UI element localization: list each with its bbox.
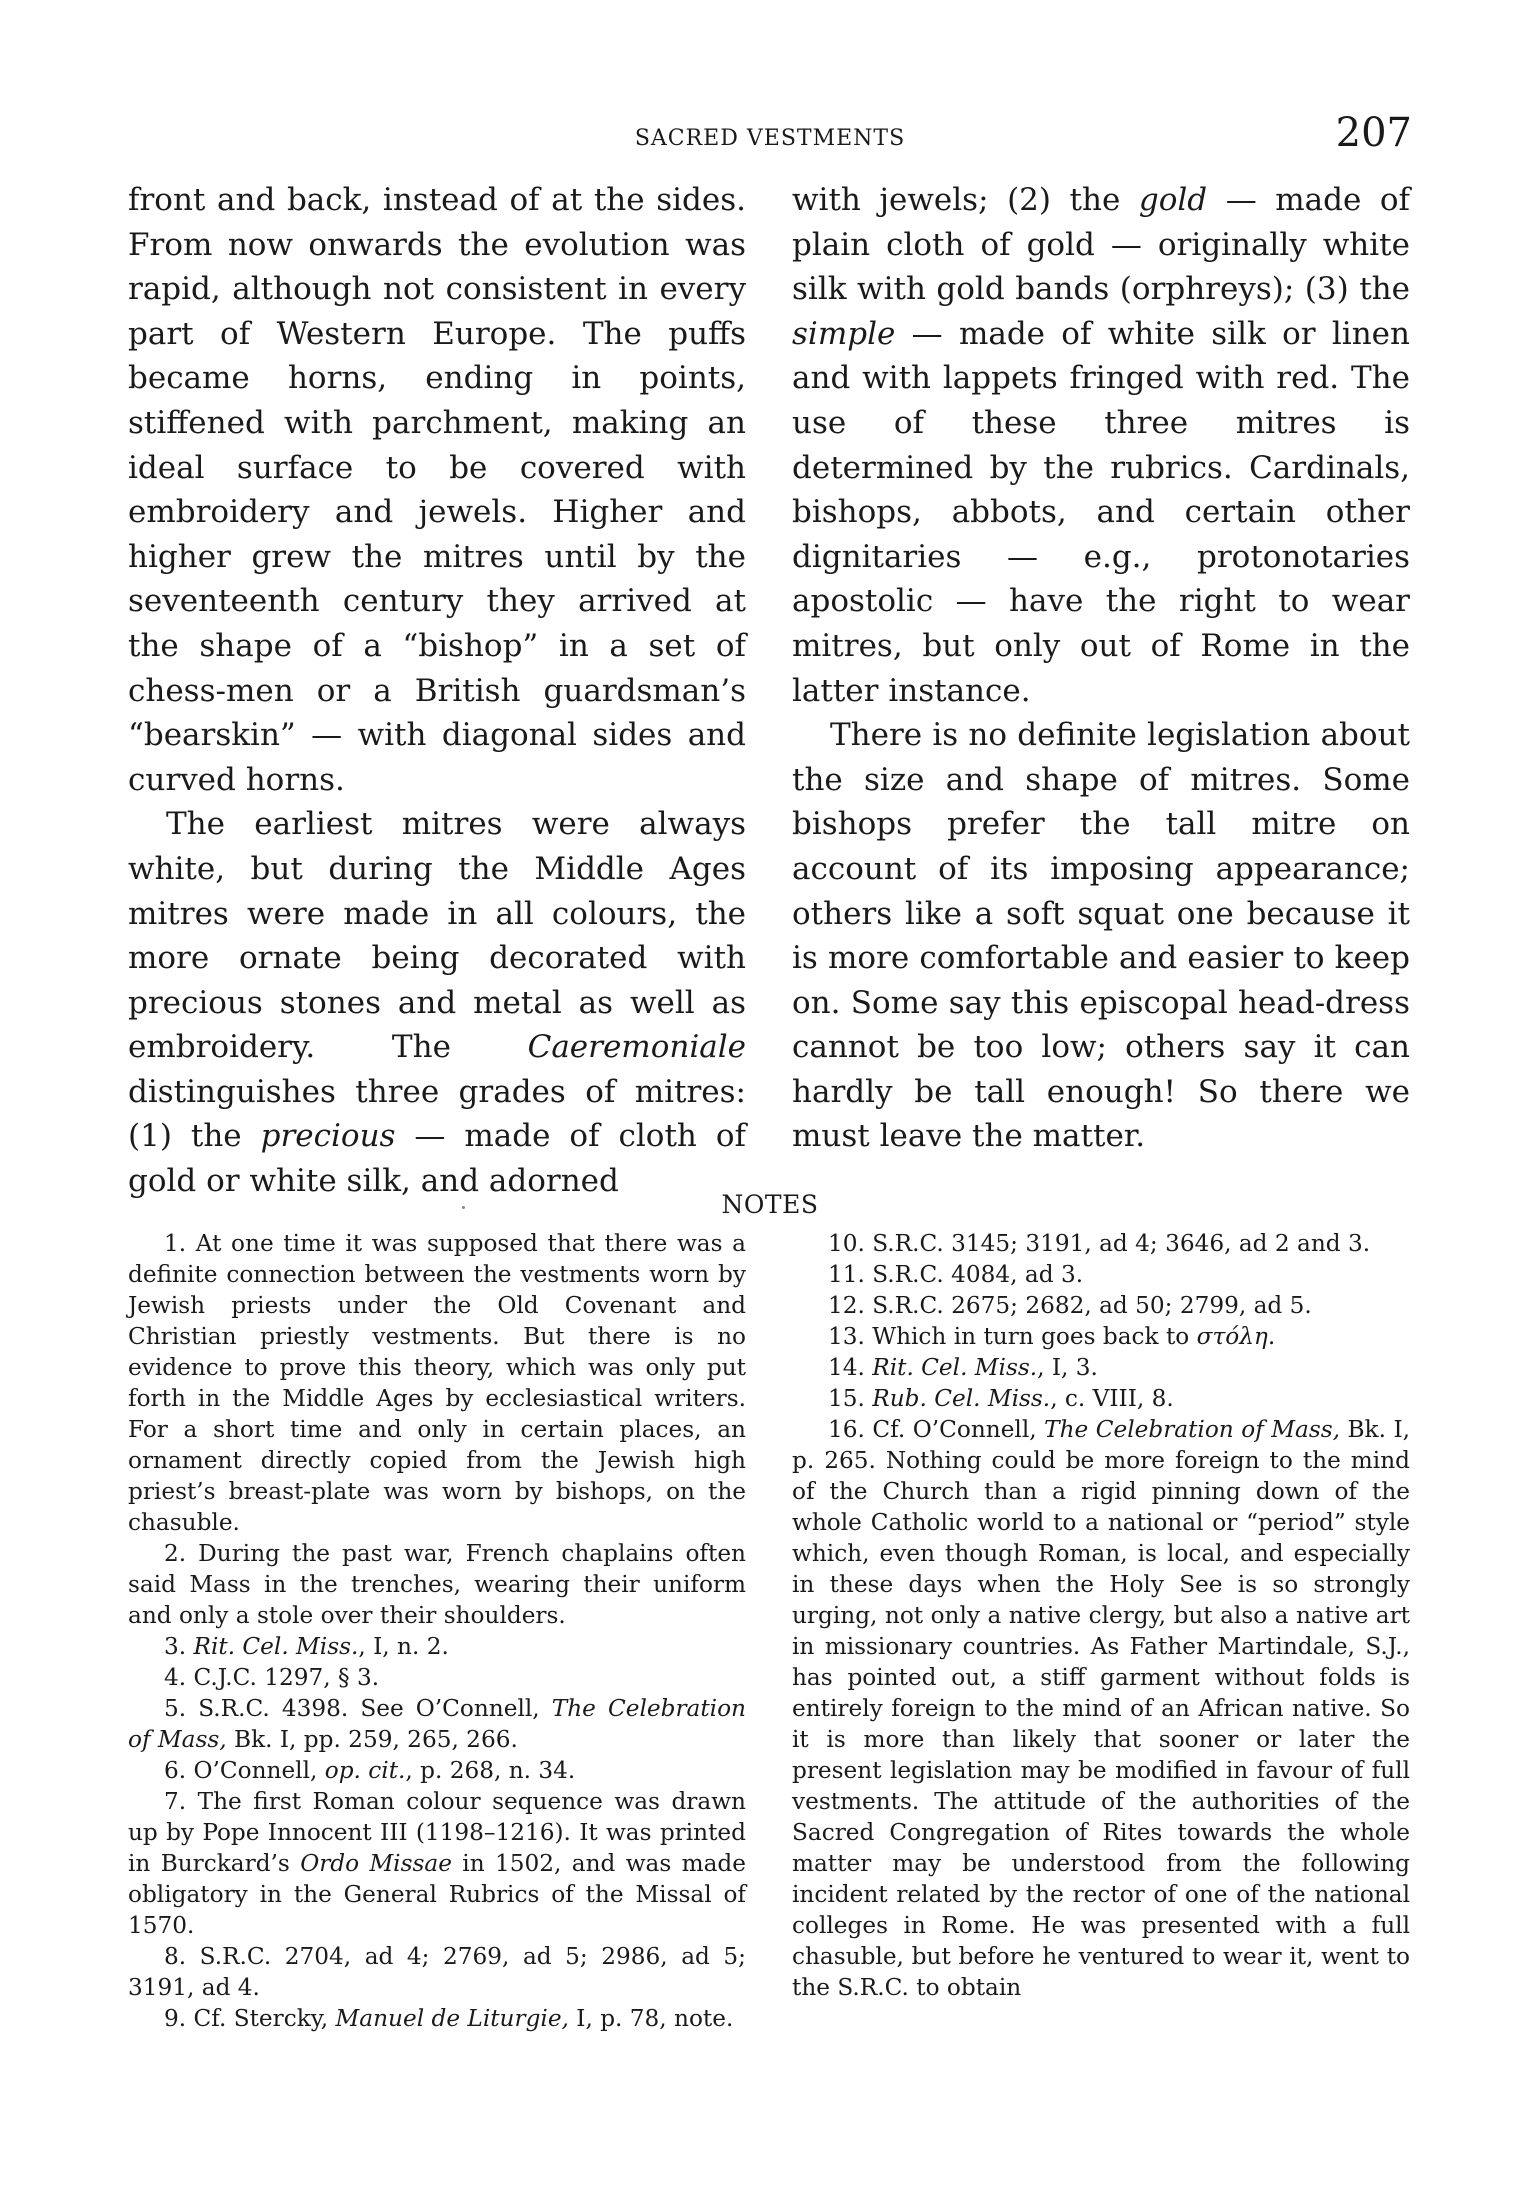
running-header: SACRED VESTMENTS <box>634 126 906 151</box>
note-item: 3. Rit. Cel. Miss., I, n. 2. <box>164 1633 449 1660</box>
body-paragraph: with jewels; (2) the gold — made of plain cloth of gold — originally white silk with gold bands (orphreys); (3) the simple — made of white silk or linen and with lappets fringed with red. The use of these three mitres is determined by the rubrics. Cardinals, bishops, abbots, and certain other dignitaries — e.g., protonotaries apostolic — have the right to wear mitres, but only out of Rome in the latter instance. <box>792 182 1410 709</box>
note-item: 13. Which in turn goes back to στόλη. <box>828 1323 1276 1350</box>
note-item: 16. Cf. O’Connell, The Celebration of Mass, Bk. I, p. 265. Nothing could be more foreign to the mind of the Church than a rigid pinning down of the whole Catholic world to a national or “period” style which, even though Roman, is local, and especially in these days when the Holy See is so strongly urging, not only a native clergy, but also a native art in missionary countries. As Father Martindale, S.J., has pointed out, a stiff garment without folds is entirely foreign to the mind of an African native. So it is more than likely that sooner or later the present legislation may be modified in favour of full vestments. The attitude of the authorities of the Sacred Congregation of Rites towards the whole matter may be understood from the following incident related by the rector of one of the national colleges in Rome. He was presented with a full chasuble, but before he ventured to wear it, went to the S.R.C. to obtain <box>792 1416 1411 2001</box>
note-item: 7. The first Roman colour sequence was drawn up by Pope Innocent III (1198–1216). It was printed in Burckard’s Ordo Missae in 1502, and was made obligatory in the General Rubrics of the Missal of 1570. <box>128 1788 746 1939</box>
note-item: 2. During the past war, French chaplains often said Mass in the trenches, wearing their uniform and only a stole over their shoulders. <box>128 1540 746 1629</box>
body-column-right <box>792 178 1410 1159</box>
note-item: 12. S.R.C. 2675; 2682, ad 50; 2799, ad 5. <box>828 1292 1312 1319</box>
note-item: 4. C.J.C. 1297, § 3. <box>164 1664 380 1691</box>
body-paragraph: The earliest mitres were always white, but during the Middle Ages mitres were made in all colours, the more ornate being decorated with precious stones and metal as well as embroidery. The Caeremoniale distinguishes three grades of mitres: (1) the precious — made of cloth of gold or white silk, and adorned <box>128 806 746 1200</box>
notes-column-right <box>792 1228 1410 2003</box>
note-item: 6. O’Connell, op. cit., p. 268, n. 34. <box>164 1757 576 1784</box>
body-paragraph: front and back, instead of at the sides. From now onwards the evolution was rapid, although not consistent in every part of Western Europe. The puffs became horns, ending in points, stiffened with parchment, making an ideal surface to be covered with embroidery and jewels. Higher and higher grew the mitres until by the seventeenth century they arrived at the shape of a “bishop” in a set of chess-men or a British guardsman’s “bearskin” — with diagonal sides and curved horns. <box>128 182 746 798</box>
note-item: 1. At one time it was supposed that there was a definite connection between the vestments worn by Jewish priests under the Old Covenant and Christian priestly vestments. But there is no evidence to prove this theory, which was only put forth in the Middle Ages by ecclesiastical writers. For a short time and only in certain places, an ornament directly copied from the Jewish high priest’s breast-plate was worn by bishops, on the chasuble. <box>128 1230 746 1536</box>
notes-heading: NOTES <box>721 1190 819 1219</box>
note-item: 14. Rit. Cel. Miss., I, 3. <box>828 1354 1098 1381</box>
note-item: 10. S.R.C. 3145; 3191, ad 4; 3646, ad 2 and 3. <box>828 1230 1371 1257</box>
body-paragraph: There is no definite legislation about the size and shape of mitres. Some bishops prefer the tall mitre on account of its imposing appearance; others like a soft squat one because it is more comfortable and easier to keep on. Some say this episcopal head-dress cannot be too low; others say it can hardly be tall enough! So there we must leave the matter. <box>792 717 1410 1155</box>
notes-column-left <box>128 1228 746 2034</box>
note-item: 11. S.R.C. 4084, ad 3. <box>828 1261 1084 1288</box>
body-column-left <box>128 178 746 1204</box>
note-item: 9. Cf. Stercky, Manuel de Liturgie, I, p. 78, note. <box>164 2005 734 2032</box>
note-item: 15. Rub. Cel. Miss., c. VIII, 8. <box>828 1385 1174 1412</box>
note-item: 5. S.R.C. 4398. See O’Connell, The Celebration of Mass, Bk. I, pp. 259, 265, 266. <box>128 1695 746 1753</box>
note-item: 8. S.R.C. 2704, ad 4; 2769, ad 5; 2986, ad 5; 3191, ad 4. <box>128 1943 746 2001</box>
page-number: 207 <box>1335 110 1412 156</box>
